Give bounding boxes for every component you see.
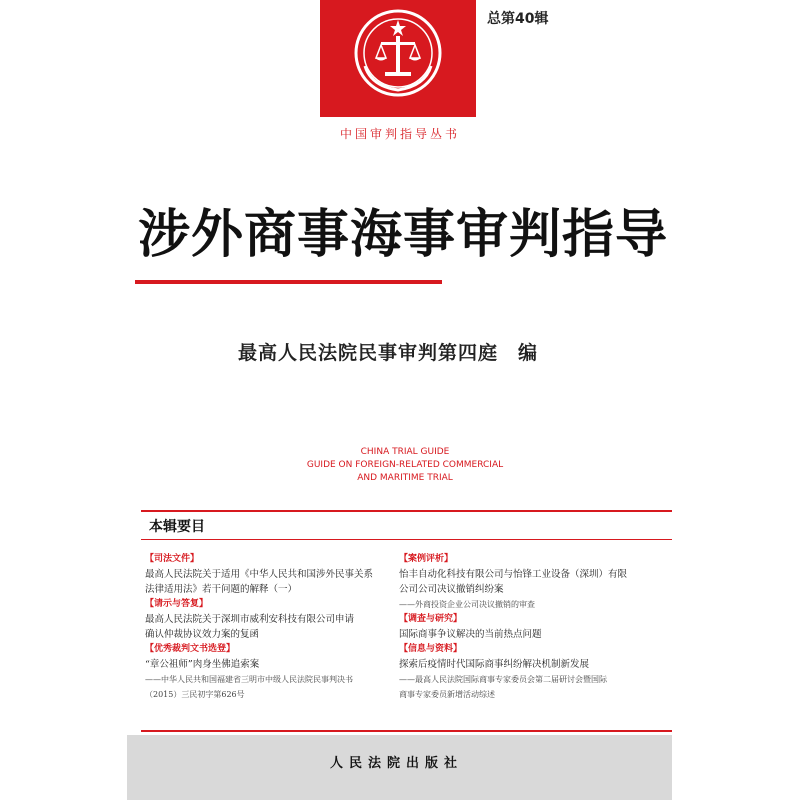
contents-item: “章公祖师”肉身坐佛追索案 <box>145 659 260 670</box>
contents-section: 【优秀裁判文书选登】 <box>145 644 236 654</box>
book-title: 涉外商事海事审判指导 <box>138 205 669 265</box>
contents-section: 【调查与研究】 <box>399 614 463 624</box>
contents-box <box>141 510 672 732</box>
contents-section: 【请示与答复】 <box>145 599 209 609</box>
contents-subitem: 商事专家委员新增活动综述 <box>399 690 495 699</box>
contents-left-column <box>145 552 395 702</box>
contents-item: 确认仲裁协议效力案的复函 <box>145 629 260 640</box>
contents-right-column <box>399 552 649 702</box>
contents-section: 【司法文件】 <box>145 554 200 564</box>
contents-section: 【信息与资料】 <box>399 644 463 654</box>
contents-subitem: ——外商投资企业公司决议撤销的审查 <box>399 600 535 609</box>
contents-subitem: ——最高人民法院国际商事专家委员会第二届研讨会暨国际 <box>399 675 607 684</box>
court-emblem-icon <box>351 6 445 100</box>
contents-heading: 本辑要目 <box>149 519 205 535</box>
contents-divider <box>141 539 672 540</box>
contents-section: 【案例评析】 <box>399 554 454 564</box>
contents-item: 探索后疫情时代国际商事纠纷解决机制新发展 <box>399 659 590 670</box>
contents-item: 法律适用法》若干问题的解释（一） <box>145 584 298 595</box>
contents-item: 公司公司决议撤销纠纷案 <box>399 584 504 595</box>
publisher-name: 人民法院出版社 <box>330 756 464 771</box>
contents-item: 怡丰自动化科技有限公司与怡锋工业设备（深圳）有限 <box>399 569 628 580</box>
contents-item: 国际商事争议解决的当前热点问题 <box>399 629 542 640</box>
contents-item: 最高人民法院关于适用《中华人民共和国涉外民事关系 <box>145 569 374 580</box>
series-name: 中国审判指导丛书 <box>339 127 460 141</box>
court-emblem-panel <box>320 0 476 117</box>
english-title-line: GUIDE ON FOREIGN-RELATED COMMERCIAL <box>306 460 504 470</box>
english-title-line: CHINA TRIAL GUIDE <box>360 447 450 457</box>
editor-line: 最高人民法院民事审判第四庭 编 <box>238 342 539 364</box>
title-underline <box>135 280 442 284</box>
english-title-line: AND MARITIME TRIAL <box>357 473 453 483</box>
contents-item: 最高人民法院关于深圳市威利安科技有限公司申请 <box>145 614 355 625</box>
issue-number: 总第40辑 <box>487 11 549 27</box>
contents-subitem: ——中华人民共和国福建省三明市中级人民法院民事判决书 <box>145 675 353 684</box>
contents-subitem: （2015）三民初字第626号 <box>145 690 245 699</box>
english-title <box>285 446 525 485</box>
